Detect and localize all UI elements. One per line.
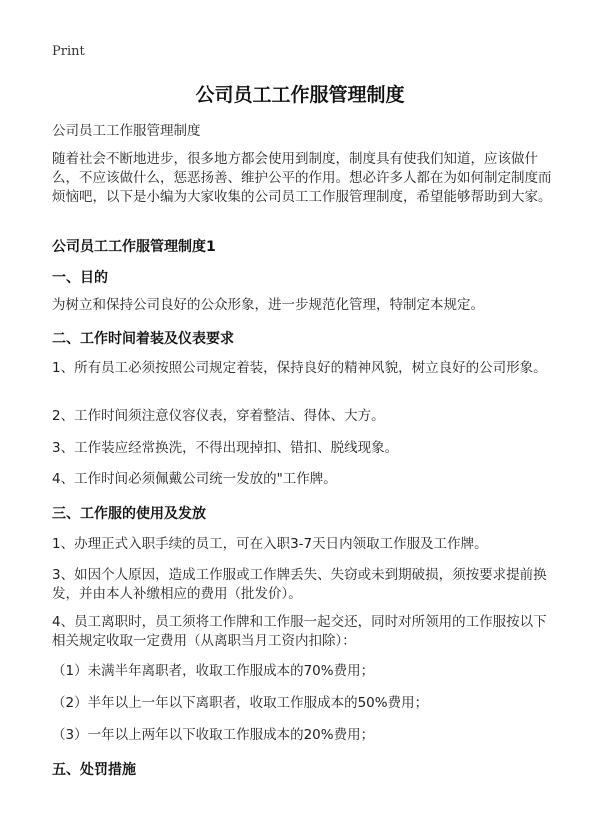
document-title: 公司员工工作服管理制度 xyxy=(195,84,405,106)
section3-item-3: 3、如因个人原因，造成工作服或工作牌丢失、失窃或未到期破损，须按要求提前换发，并由本人补缴相应的费用（批发价）。 xyxy=(52,567,547,602)
section2-item-3: 3、工作装应经常换洗，不得出现掉扣、错扣、脱线现象。 xyxy=(52,440,399,456)
section3-subitem-1: （1）未满半年离职者，收取工作服成本的70%费用； xyxy=(52,663,375,679)
section2-item-2: 2、工作时间须注意仪容仪表，穿着整洁、得体、大方。 xyxy=(52,408,385,424)
intro-paragraph: 随着社会不断地进步，很多地方都会使用到制度，制度具有使我们知道，应该做什么，不应该做什么，惩恶扬善、维护公平的作用。想必许多人都在为如何制定制度而烦恼吧，以下是小编为大家收集的公司员工工作服管理制度，希望能够帮助到大家。 xyxy=(52,151,552,205)
section-main-heading: 公司员工工作服管理制度1 xyxy=(52,239,216,255)
section2-item-4: 4、工作时间必须佩戴公司统一发放的"工作牌。 xyxy=(52,471,337,487)
section5-heading: 五、处罚措施 xyxy=(52,762,136,778)
section3-subitem-2: （2）半年以上一年以下离职者，收取工作服成本的50%费用； xyxy=(52,695,429,711)
section2-heading: 二、工作时间着装及仪表要求 xyxy=(52,331,234,347)
section3-heading: 三、工作服的使用及发放 xyxy=(52,506,206,522)
section3-item-1: 1、办理正式入职手续的员工，可在入职3-7天日内领取工作服及工作牌。 xyxy=(52,536,488,552)
intro-subtitle: 公司员工工作服管理制度 xyxy=(52,123,201,139)
section1-heading: 一、目的 xyxy=(52,270,108,286)
section2-item-1: 1、所有员工必须按照公司规定着装，保持良好的精神风貌，树立良好的公司形象。 xyxy=(52,360,547,376)
print-label: Print xyxy=(52,44,85,59)
section1-text: 为树立和保持公司良好的公众形象，进一步规范化管理，特制定本规定。 xyxy=(52,297,484,313)
section3-item-4: 4、员工离职时，员工须将工作牌和工作服一起交还，同时对所领用的工作服按以下相关规定收取一定费用（从离职当月工资内扣除）： xyxy=(52,614,547,649)
section3-subitem-3: （3）一年以上两年以下收取工作服成本的20%费用； xyxy=(52,727,375,743)
